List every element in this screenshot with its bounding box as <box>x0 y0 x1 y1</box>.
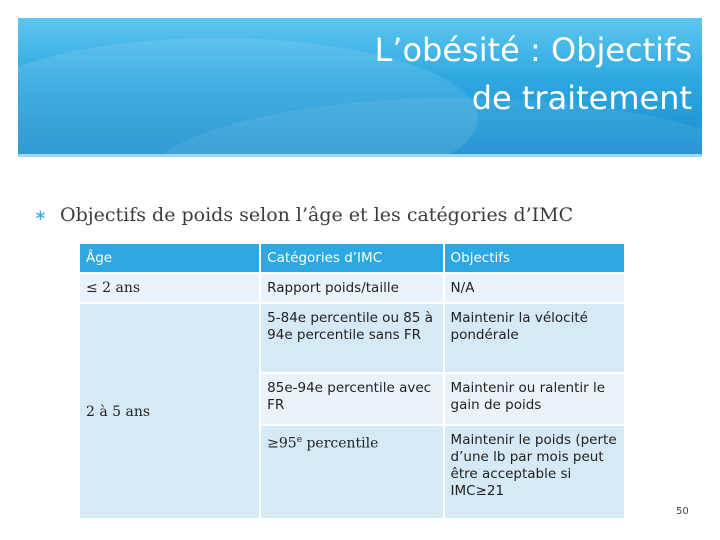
category-cell: Rapport poids/taille <box>260 273 443 303</box>
objective-cell: Maintenir la vélocité pondérale <box>444 303 625 373</box>
objective-cell: N/A <box>444 273 625 303</box>
objectives-table <box>78 242 626 520</box>
objective-cell: Maintenir ou ralentir le gain de poids <box>444 373 625 425</box>
title-line-2: de traitement <box>471 79 692 117</box>
header-objective: Objectifs <box>444 243 625 273</box>
bullet-text: Objectifs de poids selon l’âge et les catégories d’IMC <box>60 204 574 226</box>
asterisk-icon: ∗ <box>34 206 47 224</box>
category-sup: e <box>296 435 303 445</box>
table-row <box>79 303 625 373</box>
page-number: 50 <box>676 506 689 517</box>
category-cell: 5-84e percentile ou 85 à 94e percentile sans FR <box>260 303 443 373</box>
category-cell: 85e-94e percentile avec FR <box>260 373 443 425</box>
category-cell <box>260 425 443 519</box>
banner-divider <box>18 154 702 157</box>
age-cell: 2 à 5 ans <box>79 303 260 519</box>
title-banner <box>18 18 702 154</box>
objective-cell: Maintenir le poids (perte d’une lb par mois peut être acceptable si IMC≥21 <box>444 425 625 519</box>
slide-title <box>272 26 692 122</box>
header-category: Catégories d’IMC <box>260 243 443 273</box>
age-cell: ≤ 2 ans <box>79 273 260 303</box>
bullet-item <box>34 200 573 230</box>
header-age: Âge <box>79 243 260 273</box>
table-header-row <box>79 243 625 273</box>
category-suffix: percentile <box>302 435 379 452</box>
category-prefix: ≥95 <box>267 435 297 452</box>
table-row <box>79 273 625 303</box>
title-line-1: L’obésité : Objectifs <box>374 31 692 69</box>
